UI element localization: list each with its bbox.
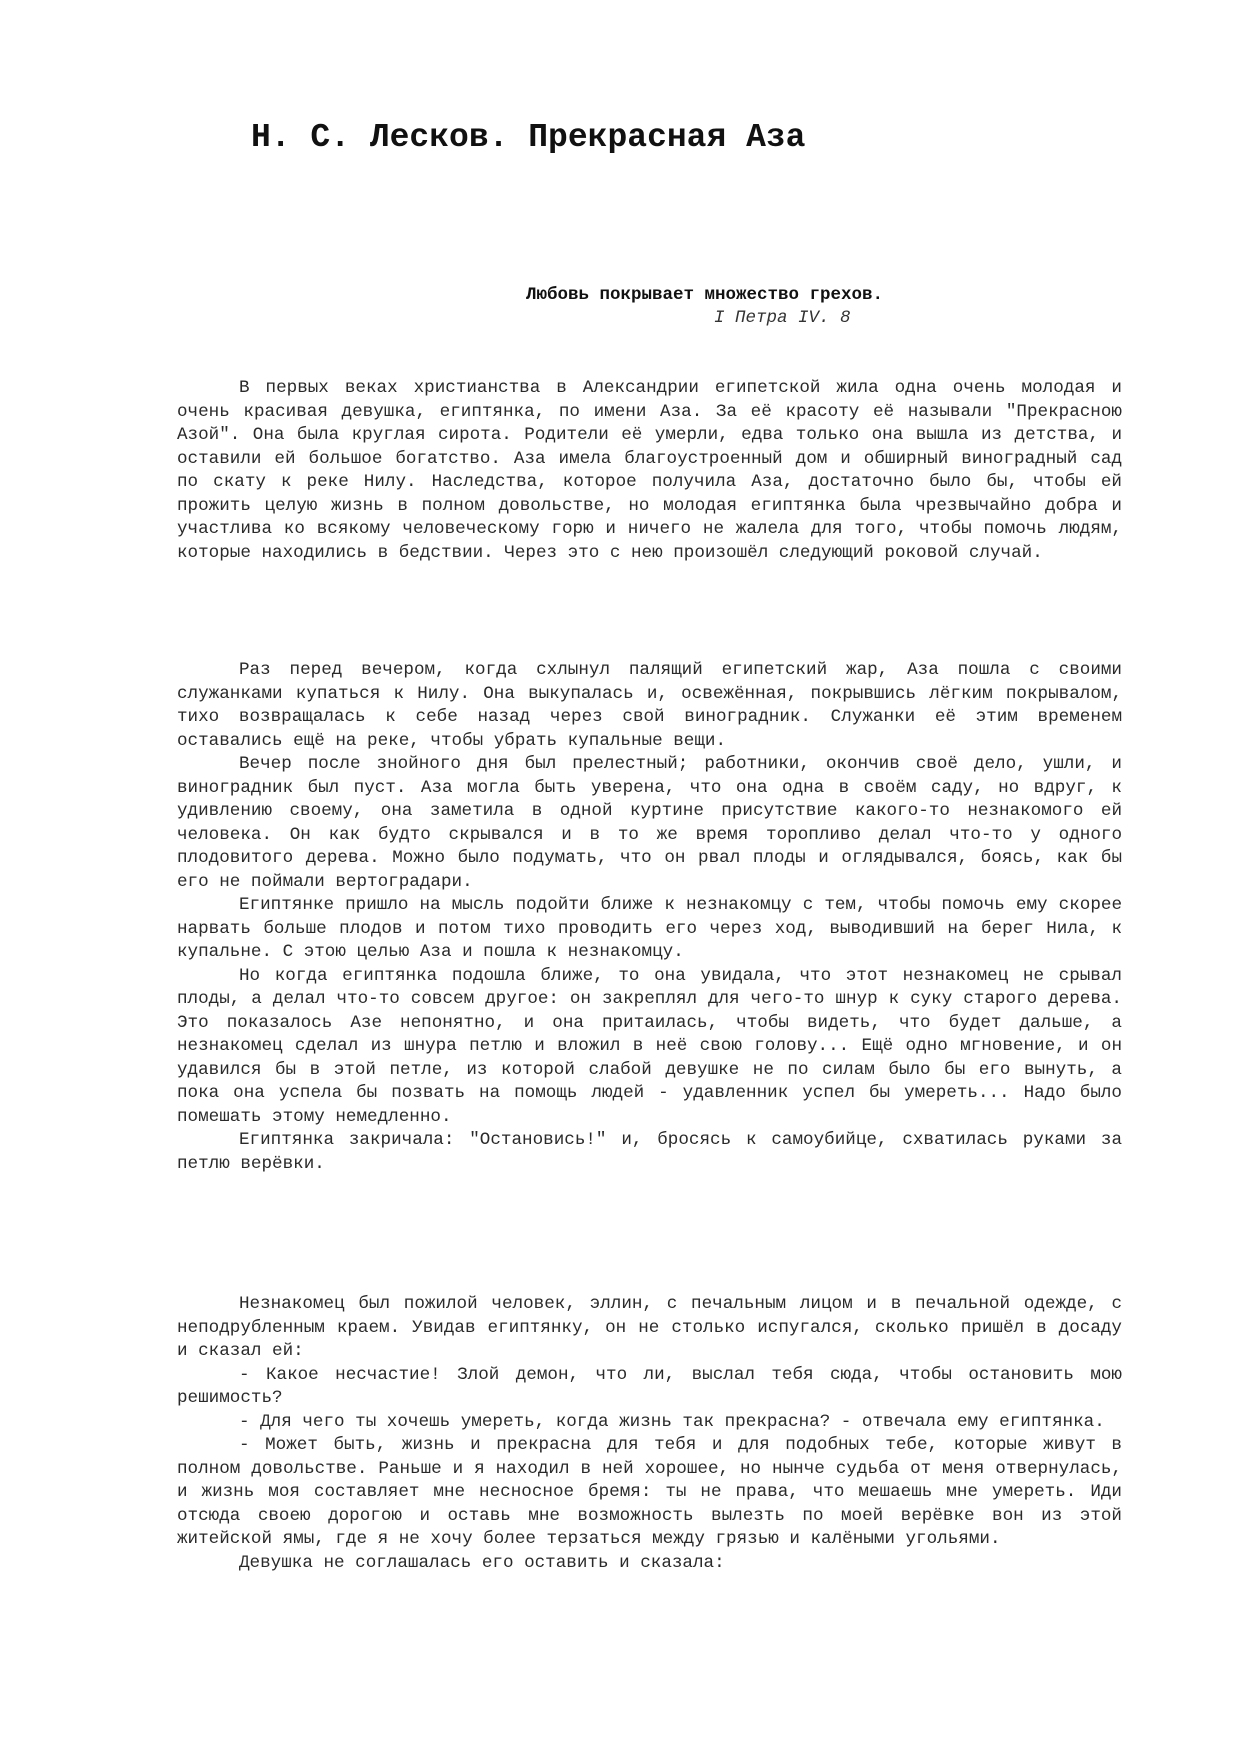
paragraph: В первых веках христианства в Александрии египетской жила одна очень молодая и очень красивая девушка, египтянка, по имени Аза. За её красоту её называли "Прекрасною Азой". Она была круглая сирота. Родители её умерли, едва только она вышла из детства, и оставили ей большое богатство. Аза имела благоустроенный дом и обширный виноградный сад по скату к реке Нилу. Наследства, которое получила Аза, достаточно было бы, чтобы ей прожить целую жизнь в полном довольстве, но молодая египтянка была чрезвычайно добра и участлива ко всякому человеческому горю и ничего не жалела для того, чтобы помочь людям, которые находились в бедствии. Через это с нею произошёл следующий роковой случай. xyxy=(177,378,1122,563)
epigraph-text: Любовь покрывает множество грехов. xyxy=(526,285,884,305)
paragraph: Незнакомец был пожилой человек, эллин, с печальным лицом и в печальной одежде, с неподрубленным краем. Увидав египтянку, он не столько испугался, сколько пришёл в досаду и сказал ей: xyxy=(177,1294,1122,1361)
epigraph-source: I Петра IV. 8 xyxy=(714,308,851,328)
paragraph: - Для чего ты хочешь умереть, когда жизнь так прекрасна? - отвечала ему египтянка. xyxy=(239,1411,1105,1432)
paragraph: Вечер после знойного дня был прелестный; работники, окончив своё дело, ушли, и виноградник был пуст. Аза могла быть уверена, что она одна в своём саду, но вдруг, к удивлению своему, она заметила в одной куртине присутствие какого-то незнакомого ей человека. Он как будто скрывался и в то же время торопливо делал что-то у одного плодовитого дерева. Можно было подумать, что он рвал плоды и оглядывался, боясь, как бы его не поймали вертоградари. xyxy=(177,754,1122,892)
text-section-1 xyxy=(177,377,1122,565)
page-title: Н. С. Лесков. Прекрасная Аза xyxy=(251,119,806,156)
paragraph: Египтянке пришло на мысль подойти ближе к незнакомцу с тем, чтобы помочь ему скорее нарвать больше плодов и потом тихо проводить его через ход, выводивший на берег Нила, к купальне. С этою целью Аза и пошла к незнакомцу. xyxy=(177,895,1122,962)
paragraph: Но когда египтянка подошла ближе, то она увидала, что этот незнакомец не срывал плоды, а делал что-то совсем другое: он закреплял для чего-то шнур к суку старого дерева. Это показалось Азе непонятно, и она притаилась, чтобы видеть, что будет дальше, а незнакомец сделал из шнура петлю и вложил в неё свою голову... Ещё одно мгновение, и он удавился бы в этой петле, из которой слабой девушке не по силам было бы его вынуть, а пока она успела бы позвать на помощь людей - удавленник успел бы умереть... Надо было помешать этому немедленно. xyxy=(177,965,1122,1127)
text-section-2 xyxy=(177,659,1122,1176)
paragraph: - Какое несчастие! Злой демон, что ли, выслал тебя сюда, чтобы остановить мою решимость? xyxy=(177,1364,1122,1408)
paragraph: Девушка не соглашалась его оставить и сказала: xyxy=(239,1552,725,1573)
paragraph: Раз перед вечером, когда схлынул палящий египетский жар, Аза пошла с своими служанками купаться к Нилу. Она выкупалась и, освежённая, покрывшись лёгким покрывалом, тихо возвращалась к себе назад через свой виноградник. Служанки её этим временем оставались ещё на реке, чтобы убрать купальные вещи. xyxy=(177,660,1122,751)
paragraph: - Может быть, жизнь и прекрасна для тебя и для подобных тебе, которые живут в полном довольстве. Раньше и я находил в ней хорошее, но нынче судьба от меня отвернулась, и жизнь моя составляет мне несносное бремя: ты не права, что мешаешь мне умереть. Иди отсюда своею дорогою и оставь мне возможность вылезть по моей верёвке вон из этой житейской ямы, где я не хочу более терзаться между грязью и калёными угольями. xyxy=(177,1435,1122,1549)
text-section-3 xyxy=(177,1293,1122,1575)
paragraph: Египтянка закричала: "Остановись!" и, бросясь к самоубийце, схватилась руками за петлю верёвки. xyxy=(177,1130,1122,1174)
